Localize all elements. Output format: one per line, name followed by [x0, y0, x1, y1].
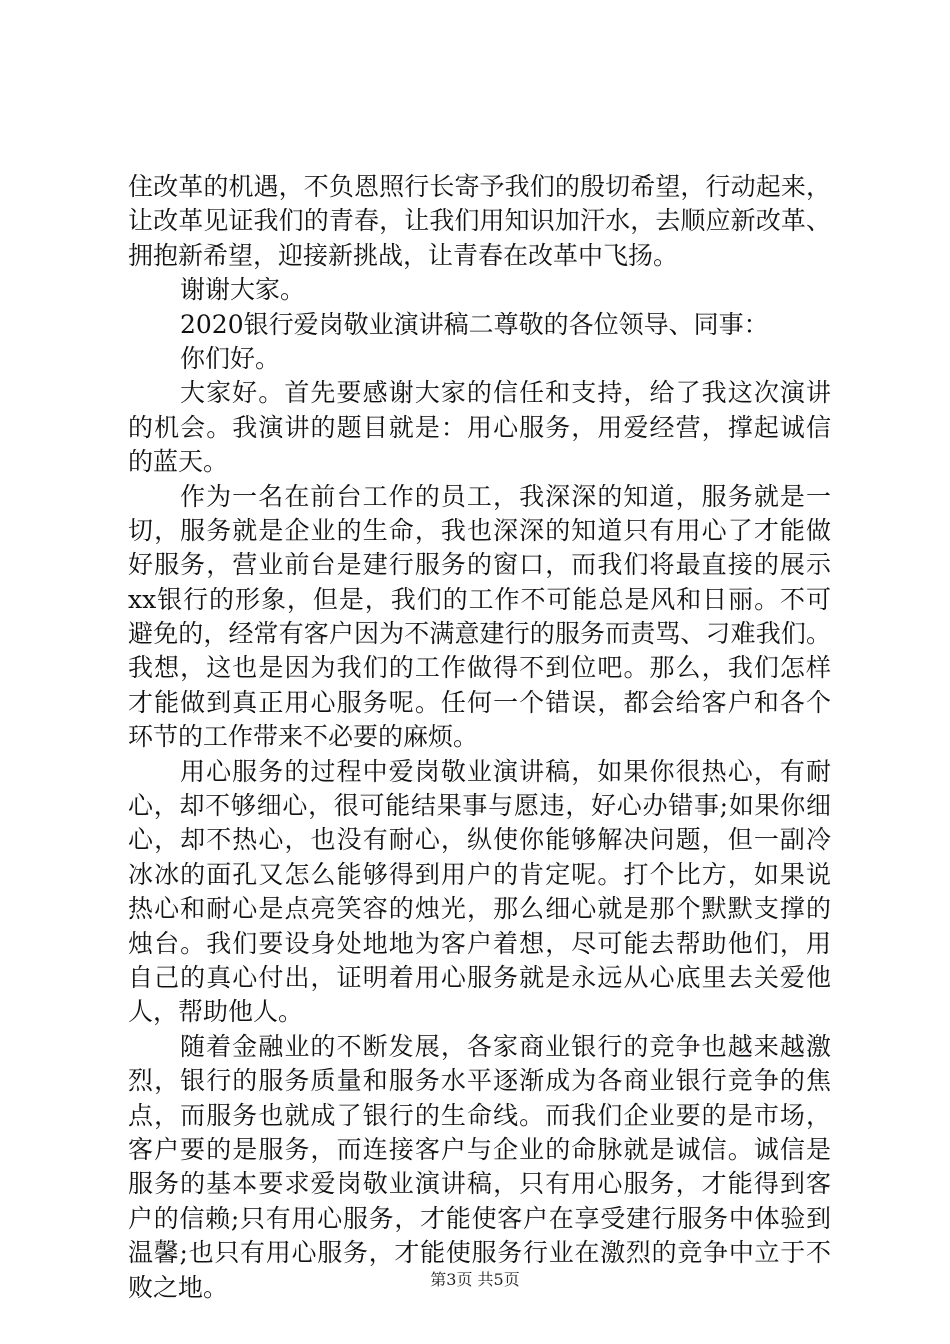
text-line: 避免的，经常有客户因为不满意建行的服务而责骂、刁难我们。 — [128, 619, 831, 649]
text-line: 户的信赖;只有用心服务，才能使客户在享受建行服务中体验到 — [128, 1203, 831, 1233]
text-line: 拥抱新希望，迎接新挑战，让青春在改革中飞扬。 — [128, 240, 679, 270]
text-line: 自己的真心付出，证明着用心服务就是永远从心底里去关爱他 — [128, 962, 831, 992]
text-line: 败之地。 — [128, 1272, 229, 1302]
text-line: 温馨;也只有用心服务，才能使服务行业在激烈的竞争中立于不 — [128, 1238, 831, 1268]
text-line: xx银行的形象，但是，我们的工作不可能总是风和日丽。不可 — [128, 584, 831, 614]
page-indicator: 第3页 共5页 — [430, 1270, 520, 1289]
text-line: 客户要的是服务，而连接客户与企业的命脉就是诚信。诚信是 — [128, 1134, 831, 1164]
text-line: 点，而服务也就成了银行的生命线。而我们企业要的是市场， — [128, 1100, 831, 1130]
text-line: 心，却不够细心，很可能结果事与愿违，好心办错事;如果你细 — [128, 791, 831, 821]
text-line: 冰冰的面孔又怎么能够得到用户的肯定呢。打个比方，如果说 — [128, 859, 831, 889]
text-line: 谢谢大家。 — [180, 275, 306, 305]
text-line: 你们好。 — [180, 343, 281, 373]
text-line: 才能做到真正用心服务呢。任何一个错误，都会给客户和各个 — [128, 687, 831, 717]
text-line: 烈，银行的服务质量和服务水平逐渐成为各商业银行竞争的焦 — [128, 1066, 831, 1096]
text-line: 人，帮助他人。 — [128, 997, 304, 1027]
text-line: 好服务，营业前台是建行服务的窗口，而我们将最直接的展示 — [128, 550, 831, 580]
text-line: 2020银行爱岗敬业演讲稿二尊敬的各位领导、同事： — [180, 309, 769, 339]
text-line: 让改革见证我们的青春，让我们用知识加汗水，去顺应新改革、 — [128, 206, 831, 236]
text-line: 我想，这也是因为我们的工作做得不到位吧。那么，我们怎样 — [128, 653, 831, 683]
text-line: 作为一名在前台工作的员工，我深深的知道，服务就是一 — [180, 481, 831, 511]
text-line: 热心和耐心是点亮笑容的烛光，那么细心就是那个默默支撑的 — [128, 894, 831, 924]
text-line: 心，却不热心，也没有耐心，纵使你能够解决问题，但一副冷 — [128, 825, 831, 855]
text-line: 的机会。我演讲的题目就是：用心服务，用爱经营，撑起诚信 — [128, 412, 831, 442]
document-body — [128, 170, 831, 1305]
text-line: 用心服务的过程中爱岗敬业演讲稿，如果你很热心，有耐 — [180, 756, 831, 786]
text-line: 切，服务就是企业的生命，我也深深的知道只有用心了才能做 — [128, 515, 831, 545]
text-line: 的蓝天。 — [128, 447, 229, 477]
text-line: 大家好。首先要感谢大家的信任和支持，给了我这次演讲 — [180, 378, 831, 408]
page-footer — [0, 1270, 950, 1290]
text-line: 住改革的机遇，不负恩照行长寄予我们的殷切希望，行动起来， — [128, 172, 831, 201]
text-line: 随着金融业的不断发展，各家商业银行的竞争也越来越激 — [180, 1031, 831, 1061]
text-line: 烛台。我们要设身处地地为客户着想，尽可能去帮助他们，用 — [128, 928, 831, 958]
text-line: 环节的工作带来不必要的麻烦。 — [128, 722, 479, 752]
text-line: 服务的基本要求爱岗敬业演讲稿，只有用心服务，才能得到客 — [128, 1169, 831, 1199]
